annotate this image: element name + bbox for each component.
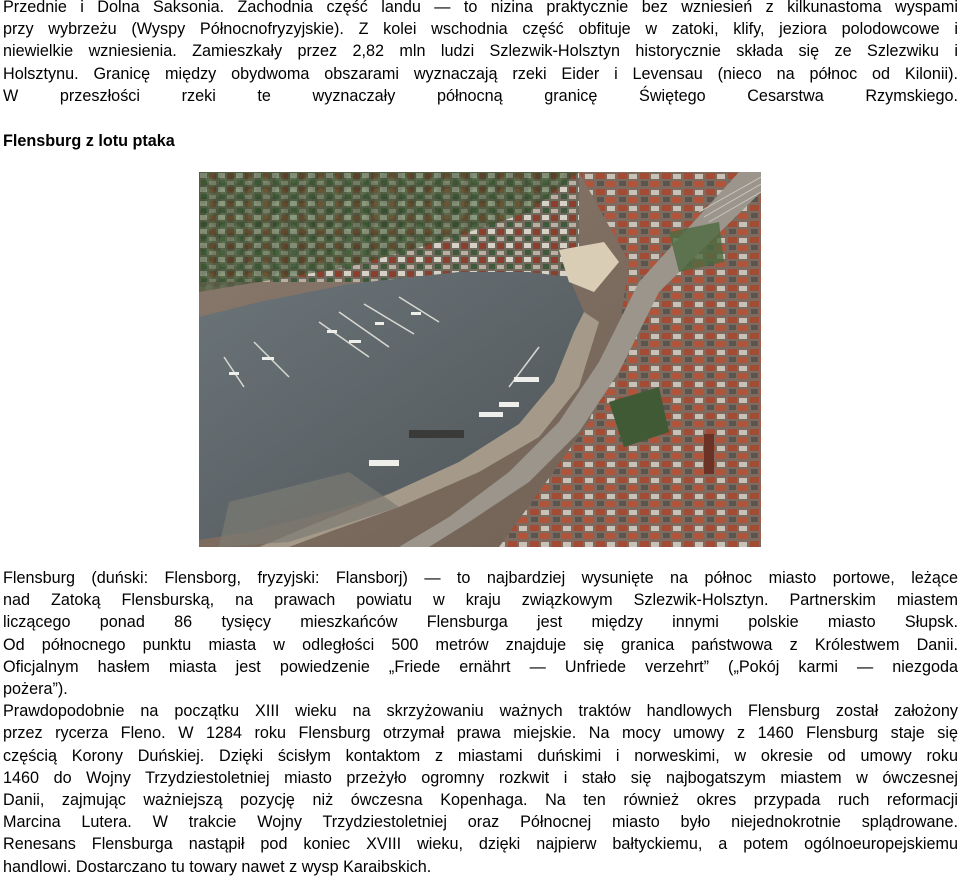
body-line: nad Zatoką Flensburską, na prawach powiatu w kraju związkowym Szlezwik-Holsztyn. Partnerskim miastem: [3, 591, 958, 610]
body-line: liczącego ponad 86 tysięcy mieszkańców Flensburga jest między innymi polskie miasto Słupsk.: [3, 613, 958, 632]
intro-line: Holsztynu. Granicę między obydwoma obszarami wyznaczają rzeki Eider i Levensau (nieco na północ od Kilonii).: [3, 64, 958, 83]
intro-line: przy wybrzeżu (Wyspy Północnofryzyjskie). Z kolei wschodnia część obfituje w zatoki, klify, jeziora polodowcowe i: [3, 20, 958, 39]
body-line: Marcina Lutera. W trakcie Wojny Trzydziestoletniej oraz Północnej miasto było niejednokrotnie splądrowane.: [3, 813, 958, 832]
body-line: Renesans Flensburga nastąpił pod koniec XVIII wieku, dzięki najpierw bałtyckiemu, a potem ogólnoeuropejskiemu: [3, 835, 958, 854]
aerial-photo: [199, 172, 761, 547]
body-line: Prawdopodobnie na początku XIII wieku na skrzyżowaniu ważnych traktów handlowych Flensburg został założony: [3, 702, 958, 721]
intro-paragraph: [3, 0, 958, 107]
intro-line: W przeszłości rzeki te wyznaczały północną granicę Świętego Cesarstwa Rzymskiego.: [3, 86, 958, 105]
body-line: handlowi. Dostarczano tu towary nawet z wysp Karaibskich.: [3, 857, 432, 876]
body-line: częścią Korony Duńskiej. Dzięki ścisłym kontaktom z miastami duńskimi i norweskimi, w okresie od umowy roku: [3, 746, 958, 765]
intro-line: Przednie i Dolna Saksonia. Zachodnia część landu — to nizina praktycznie bez wzniesień z kilkunastoma wyspami: [3, 0, 958, 16]
body-line: Flensburg (duński: Flensborg, fryzyjski: Flansborj) — to najbardziej wysunięte na północ miasto portowe, leżące: [3, 569, 958, 587]
section-heading: Flensburg z lotu ptaka: [3, 132, 175, 150]
body-line: Danii, zajmując ważniejszą pozycję niż ówczesna Kopenhaga. Na ten również okres przypada ruch reformacji: [3, 791, 958, 810]
body-paragraphs: [3, 567, 958, 878]
body-line: przez rycerza Fleno. W 1284 roku Flensburg otrzymał prawa miejskie. Na mocy umowy z 1460 Flensburg staje się: [3, 724, 958, 743]
body-line: Od północnego punktu miasta w odległości 500 metrów znajduje się granica państwowa z Królestwem Danii.: [3, 635, 958, 654]
intro-line: niewielkie wzniesienia. Zamieszkały przez 2,82 mln ludzi Szlezwik-Holsztyn historycznie składa się ze Szlezwiku i: [3, 42, 958, 61]
aerial-photo-image: [199, 172, 761, 547]
body-line: pożera”).: [3, 680, 68, 699]
body-line: Oficjalnym hasłem miasta jest powiedzenie „Friede ernährt — Unfriede verzehrt” („Pokój karmi — niezgoda: [3, 657, 958, 676]
body-line: 1460 do Wojny Trzydziestoletniej miasto przeżyło ogromny rozkwit i stało się najbogatszym miastem w ówczesnej: [3, 768, 958, 787]
